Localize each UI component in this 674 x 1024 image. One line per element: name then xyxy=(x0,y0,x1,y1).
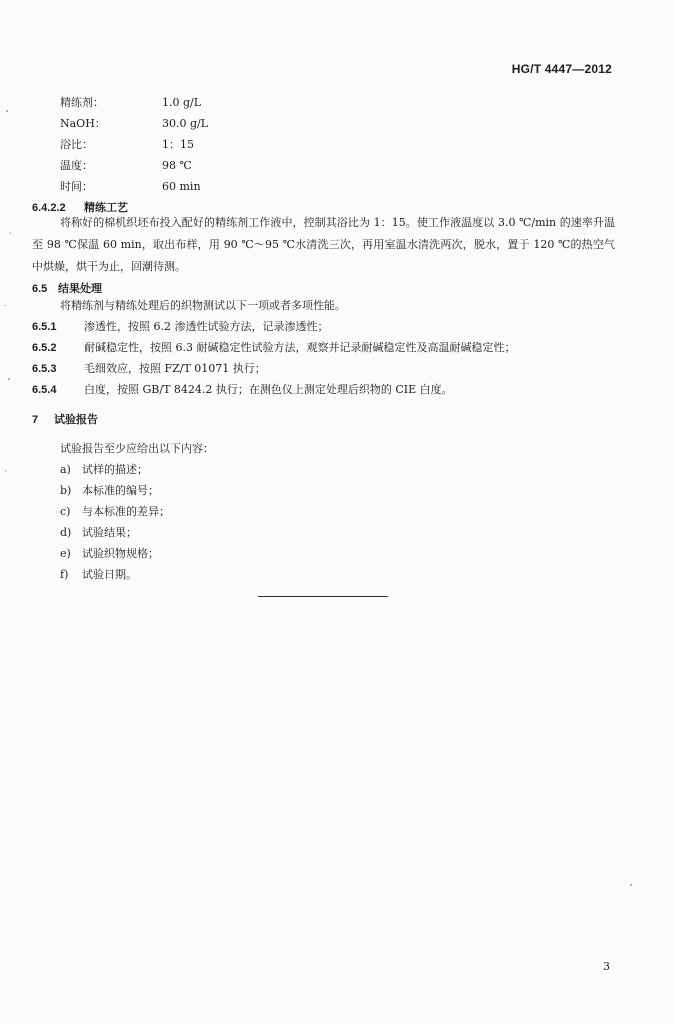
page-number: 3 xyxy=(603,960,610,973)
section-number: 6.5 xyxy=(32,283,48,295)
item-number: 6.5.1 xyxy=(32,321,57,333)
item-text: 耐碱稳定性，按照 6.3 耐碱稳定性试验方法，观察并记录耐碱稳定性及高温耐碱稳定性； xyxy=(84,341,516,354)
list-item xyxy=(60,503,170,521)
result-item-6-5-4 xyxy=(32,381,453,399)
list-item-text: 试验日期。 xyxy=(82,568,137,581)
param-value: 30.0 g/L xyxy=(162,117,209,130)
results-intro: 将精练剂与精练处理后的织物测试以下一项或者多项性能。 xyxy=(60,299,346,312)
item-number: 6.5.3 xyxy=(32,363,57,375)
param-label: NaOH： xyxy=(60,117,106,130)
result-item-6-5-1 xyxy=(32,318,329,336)
section-heading-7 xyxy=(32,411,98,429)
list-marker: a) xyxy=(60,463,71,476)
list-item xyxy=(60,524,137,542)
scan-speck xyxy=(6,110,8,112)
scan-speck xyxy=(630,884,632,886)
param-value: 60 min xyxy=(162,180,201,193)
scan-speck xyxy=(10,232,11,234)
section-title: 试验报告 xyxy=(54,413,98,426)
scan-speck xyxy=(4,305,6,306)
param-value: 1：15 xyxy=(162,138,194,151)
item-number: 6.5.4 xyxy=(32,384,57,396)
refining-process-paragraph: 将称好的棉机织坯布投入配好的精练剂工作液中，控制其浴比为 1：15。使工作液温度以 3.0 ℃/min 的速率升温至 98 ℃保温 60 min，取出布样，用 90 ℃～95 ℃水清洗三次，再用室温水清洗两次，脱水，置于 120 ℃的热空气中烘燥，烘干为止，回潮待测。 xyxy=(32,216,615,273)
list-item xyxy=(60,461,148,479)
list-marker: b) xyxy=(60,484,72,497)
list-item-text: 试样的描述； xyxy=(82,463,148,476)
section-number: 6.4.2.2 xyxy=(32,202,66,214)
scan-speck xyxy=(8,378,10,380)
param-label: 浴比： xyxy=(60,138,93,151)
param-label: 时间： xyxy=(60,180,93,193)
list-marker: f) xyxy=(60,568,69,581)
result-item-6-5-2 xyxy=(32,339,515,357)
item-text: 白度，按照 GB/T 8424.2 执行；在测色仪上测定处理后织物的 CIE 白度。 xyxy=(84,383,453,396)
item-number: 6.5.2 xyxy=(32,342,57,354)
section-title: 结果处理 xyxy=(58,282,102,295)
result-item-6-5-3 xyxy=(32,360,266,378)
list-item-text: 本标准的编号； xyxy=(82,484,159,497)
list-item-text: 试验结果； xyxy=(82,526,137,539)
report-intro: 试验报告至少应给出以下内容： xyxy=(60,442,214,455)
param-value: 1.0 g/L xyxy=(162,96,202,109)
list-marker: c) xyxy=(60,505,71,518)
list-item xyxy=(60,566,137,584)
section-title: 精练工艺 xyxy=(84,201,128,214)
scan-speck xyxy=(5,470,6,472)
section-heading-6-5 xyxy=(32,280,102,298)
section-number: 7 xyxy=(32,414,39,426)
list-item xyxy=(60,545,159,563)
param-value: 98 ℃ xyxy=(162,159,192,172)
document-code: HG/T 4447—2012 xyxy=(511,62,612,76)
list-item-text: 试验织物规格； xyxy=(82,547,159,560)
end-rule xyxy=(258,596,388,597)
list-item xyxy=(60,482,159,500)
item-text: 渗透性，按照 6.2 渗透性试验方法，记录渗透性； xyxy=(84,320,329,333)
item-text: 毛细效应，按照 FZ/T 01071 执行； xyxy=(84,362,266,375)
param-label: 精练剂： xyxy=(60,96,104,109)
list-marker: e) xyxy=(60,547,71,560)
list-item-text: 与本标准的差异； xyxy=(82,505,170,518)
param-label: 温度： xyxy=(60,159,93,172)
list-marker: d) xyxy=(60,526,72,539)
